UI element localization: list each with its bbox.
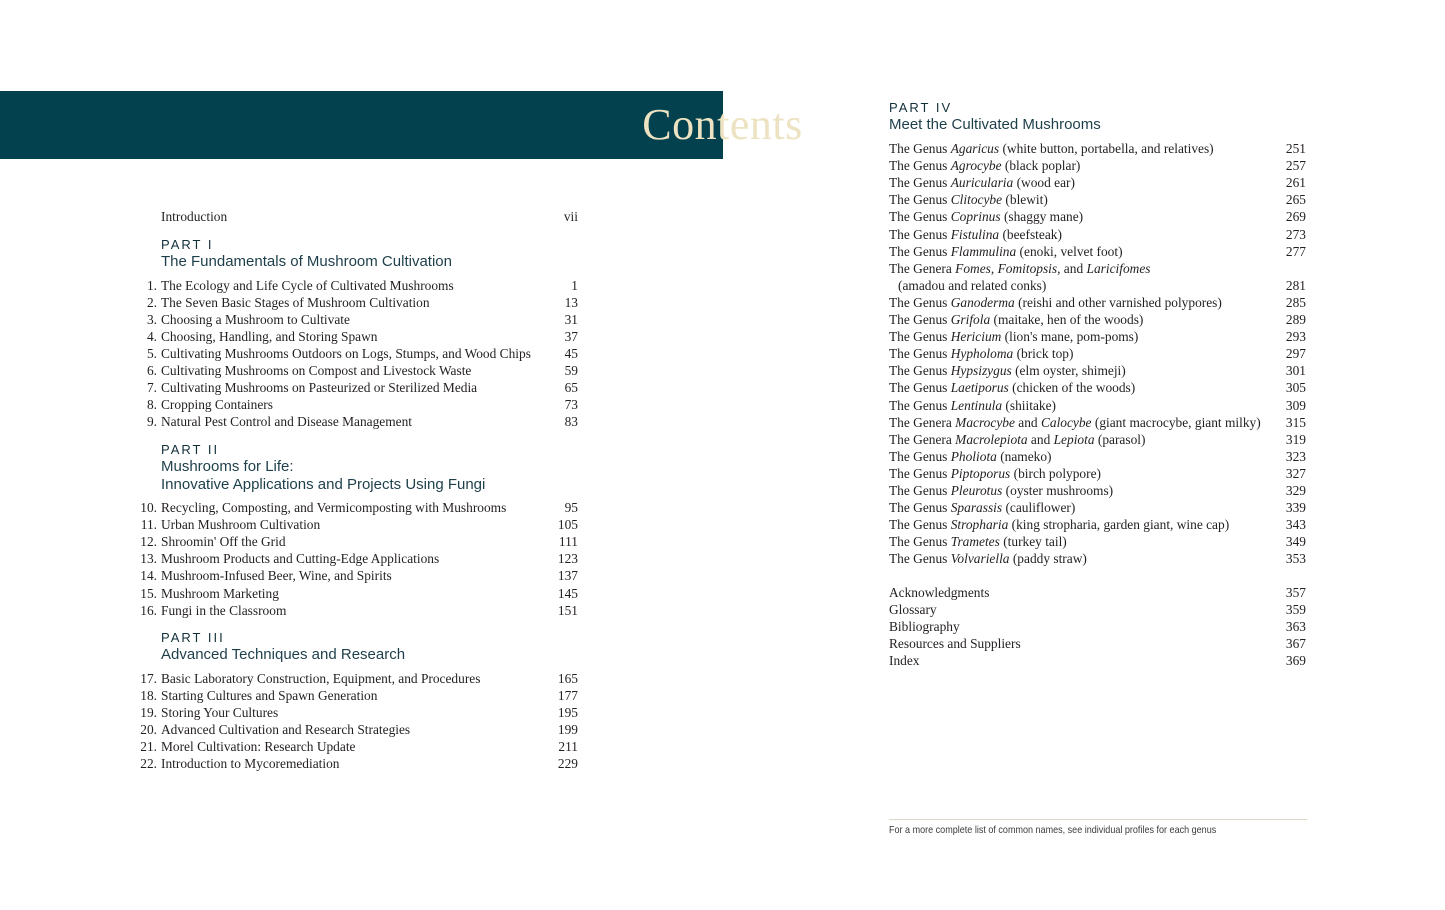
page-number: 229: [557, 756, 578, 771]
entry-prefix: The Genus: [889, 312, 951, 327]
toc-chapter-row: [140, 670, 578, 687]
common-names: (white button, portabella, and relatives): [999, 141, 1214, 156]
genus-name: Coprinus: [950, 209, 1001, 225]
chapter-number: 14.: [140, 568, 157, 584]
genus-entry-row: [889, 499, 1306, 516]
entry-prefix: The Genus: [889, 380, 951, 396]
chapter-number: 16.: [140, 602, 157, 618]
page-number: 59: [564, 363, 578, 378]
page-number: 357: [1285, 585, 1306, 600]
entry-prefix: The Genus: [889, 517, 951, 533]
chapter-number: 12.: [140, 534, 157, 550]
toc-chapter-row: [140, 602, 578, 619]
genus-entry-row: [889, 550, 1306, 567]
chapter-number: 18.: [140, 687, 157, 703]
common-names: (black poplar): [1001, 158, 1081, 174]
entry-connector: and: [1027, 431, 1054, 447]
page-number: 83: [564, 414, 578, 430]
genus-name: Flammulina: [950, 243, 1017, 259]
entry-prefix: The Genus: [889, 551, 951, 567]
toc-chapter-row: [146, 294, 578, 311]
page-number: 73: [564, 397, 578, 413]
chapter-title: The Seven Basic Stages of Mushroom Cultivation: [161, 294, 430, 310]
common-names: (shiitake): [1002, 397, 1056, 413]
footnote-divider: [889, 819, 1307, 820]
genus-entry-row: [889, 414, 1306, 431]
toc-chapter-row: [146, 396, 578, 413]
page-number: 305: [1285, 380, 1306, 396]
toc-chapter-row: [146, 277, 578, 294]
chapter-title: Mushroom Marketing: [161, 585, 279, 601]
page-number: 327: [1285, 465, 1306, 481]
chapter-title: Introduction: [161, 209, 228, 224]
page-number: 293: [1285, 329, 1306, 345]
page-number: 285: [1285, 294, 1306, 310]
page-number: 343: [1285, 517, 1306, 533]
genus-entry-row: [889, 362, 1306, 379]
page-number: 195: [557, 704, 578, 720]
entry-connector: and: [1014, 414, 1041, 430]
page-number: 367: [1285, 636, 1306, 652]
backmatter-title: Resources and Suppliers: [889, 636, 1021, 652]
toc-chapter-row: [140, 738, 578, 755]
toc-chapter-row: [146, 362, 578, 379]
genus-entry-row: [889, 243, 1306, 260]
backmatter-title: Index: [889, 653, 920, 669]
chapter-number: 20.: [140, 721, 157, 737]
entry-prefix: The Genus: [889, 346, 951, 362]
page-number: 289: [1285, 312, 1306, 327]
entry-prefix: The Genus: [889, 465, 951, 481]
backmatter-row: [889, 618, 1306, 635]
page-number: 273: [1285, 226, 1306, 242]
genus-entry-row: [889, 191, 1306, 208]
genus-name: Ganoderma: [950, 294, 1015, 310]
page-number: 339: [1285, 500, 1306, 516]
toc-chapter-row: [140, 755, 578, 772]
chapter-number: 13.: [140, 551, 157, 567]
chapter-title: Basic Laboratory Construction, Equipment, and Procedures: [161, 670, 481, 686]
backmatter-title: Glossary: [889, 602, 937, 618]
genus-name: Calocybe: [1040, 414, 1092, 430]
backmatter-title: Acknowledgments: [889, 585, 990, 600]
page-number: 31: [564, 311, 578, 327]
genus-name: Fomitopsis: [997, 260, 1058, 276]
entry-prefix: The Genus: [889, 226, 951, 242]
page-number: 319: [1285, 431, 1306, 447]
chapter-number: 1.: [146, 277, 157, 293]
genus-name: Grifola: [950, 312, 991, 327]
chapter-number: 21.: [140, 738, 157, 754]
common-names: (reishi and other varnished polypores): [1014, 294, 1222, 310]
genus-entry-row: [889, 328, 1306, 345]
page-number: 211: [558, 738, 578, 754]
chapter-title: Cropping Containers: [161, 397, 273, 413]
chapter-title: The Ecology and Life Cycle of Cultivated Mushrooms: [161, 277, 454, 293]
entry-prefix: The Genera: [889, 260, 956, 276]
page-number: 105: [557, 517, 578, 533]
page-number: 359: [1285, 602, 1306, 618]
genus-name: Fistulina: [950, 226, 1000, 242]
chapter-number: 7.: [146, 380, 157, 396]
backmatter-title: Bibliography: [889, 619, 960, 635]
page-number: 301: [1285, 363, 1306, 379]
common-names: (nameko): [996, 448, 1052, 464]
part-label: PART II: [161, 442, 220, 457]
genus-name: Pholiota: [950, 448, 997, 464]
common-names: (enoki, velvet foot): [1016, 243, 1123, 259]
part-title: Meet the Cultivated Mushrooms: [889, 116, 1101, 133]
page-number: 37: [564, 328, 578, 344]
entry-prefix: The Genus: [889, 141, 951, 156]
part-label: PART III: [161, 630, 225, 645]
page-number: 145: [557, 585, 578, 601]
page-number: 281: [1285, 277, 1306, 293]
page-number: 111: [558, 534, 578, 550]
genus-entry-row: [889, 516, 1306, 533]
page-number: 309: [1285, 397, 1306, 413]
genus-name: Lepiota: [1053, 431, 1095, 447]
chapter-title: Cultivating Mushrooms on Compost and Livestock Waste: [161, 363, 472, 378]
common-names: (chicken of the woods): [1008, 380, 1136, 396]
genus-entry-row: [889, 140, 1306, 157]
page-number: 369: [1285, 653, 1306, 669]
chapter-number: 9.: [146, 414, 157, 430]
chapter-number: 19.: [140, 704, 157, 720]
chapter-number: 15.: [140, 585, 157, 601]
page-number: 349: [1285, 534, 1306, 550]
common-names: (birch polypore): [1010, 465, 1101, 481]
backmatter-row: [889, 601, 1306, 618]
page-number: 269: [1285, 209, 1306, 225]
common-names: (paddy straw): [1009, 551, 1087, 567]
genus-name: Piptoporus: [950, 465, 1011, 481]
chapter-title: Cultivating Mushrooms Outdoors on Logs, Stumps, and Wood Chips: [161, 345, 531, 361]
chapter-title: Urban Mushroom Cultivation: [161, 517, 321, 533]
page-number: 95: [564, 500, 578, 515]
genus-name: Pleurotus: [950, 483, 1003, 498]
common-names: (blewit): [1002, 192, 1048, 208]
backmatter-row: [889, 635, 1306, 652]
part-title: Mushrooms for Life:: [161, 458, 294, 475]
page-title: Contents: [642, 100, 803, 149]
chapter-number: 22.: [140, 756, 157, 771]
page-number: 329: [1285, 483, 1306, 498]
genus-name: Fomes: [955, 260, 991, 276]
footnote: For a more complete list of common names, see individual profiles for each genus: [889, 824, 1217, 836]
entry-prefix: The Genus: [889, 192, 951, 208]
entry-prefix: The Genera: [889, 414, 956, 430]
genus-entry-row: [889, 448, 1306, 465]
chapter-number: 5.: [146, 345, 157, 361]
part-title: Advanced Techniques and Research: [161, 646, 406, 663]
chapter-number: 4.: [146, 328, 157, 344]
genus-name: Stropharia: [950, 517, 1009, 533]
page-number: 277: [1285, 243, 1306, 259]
entry-prefix: The Genus: [889, 500, 951, 516]
page-number: 45: [564, 345, 578, 361]
chapter-title: Mushroom Products and Cutting-Edge Applications: [161, 551, 440, 567]
entry-prefix: The Genus: [889, 448, 951, 464]
entry-prefix: (amadou and related conks): [898, 277, 1047, 293]
genus-entry-row: [889, 157, 1306, 174]
toc-chapter-row: [146, 328, 578, 345]
genus-name: Auricularia: [950, 175, 1014, 191]
part-title: Innovative Applications and Projects Using Fungi: [161, 475, 486, 493]
page-number: 353: [1285, 551, 1306, 567]
genus-name: Lentinula: [950, 397, 1003, 413]
entry-connector: , and: [1057, 260, 1087, 276]
genus-name: Agrocybe: [950, 158, 1002, 174]
chapter-number: 3.: [146, 311, 157, 327]
chapter-title: Introduction to Mycoremediation: [161, 756, 340, 771]
toc-chapter-row: [140, 499, 578, 516]
entry-prefix: The Genus: [889, 363, 951, 379]
common-names: (giant macrocybe, giant milky): [1091, 414, 1261, 430]
genus-entry-row: [898, 277, 1306, 294]
page-number: 251: [1285, 141, 1306, 156]
chapter-title: Mushroom-Infused Beer, Wine, and Spirits: [161, 568, 392, 584]
page-number: 13: [564, 294, 578, 310]
entry-prefix: The Genus: [889, 175, 951, 191]
part-label: PART I: [161, 237, 214, 252]
genus-name: Laricifomes: [1086, 260, 1151, 276]
toc-chapter-row: [140, 567, 578, 584]
page-number: 151: [557, 602, 578, 618]
genus-name: Hypsizygus: [950, 363, 1012, 379]
backmatter-row: [889, 652, 1306, 669]
common-names: (wood ear): [1013, 175, 1075, 191]
toc-chapter-row: [140, 516, 578, 533]
genus-entry-row: [889, 311, 1306, 328]
page-number: 297: [1285, 346, 1306, 362]
chapter-number: 11.: [140, 517, 157, 533]
toc-chapter-row: [146, 311, 578, 328]
toc-chapter-row: [140, 721, 578, 738]
common-names: (oyster mushrooms): [1002, 483, 1114, 498]
common-names: (king stropharia, garden giant, wine cap): [1008, 517, 1230, 533]
toc-chapter-row: [140, 704, 578, 721]
genus-entry-row: [889, 465, 1306, 482]
genus-entry-row: [889, 533, 1306, 550]
entry-prefix: The Genus: [889, 209, 951, 225]
page-number: 257: [1285, 158, 1306, 174]
toc-chapter-row: [140, 687, 578, 704]
page-number: 137: [557, 568, 578, 584]
page-number: 1: [571, 277, 578, 293]
chapter-title: Fungi in the Classroom: [161, 602, 287, 618]
genus-entry-row: [889, 345, 1306, 362]
entry-prefix: The Genus: [889, 534, 951, 550]
page-number: 265: [1285, 192, 1306, 208]
chapter-title: Morel Cultivation: Research Update: [161, 738, 356, 754]
genus-name: Clitocybe: [950, 192, 1003, 208]
genus-name: Macrolepiota: [955, 431, 1028, 447]
page-number: 315: [1285, 414, 1306, 430]
common-names: (beefsteak): [999, 226, 1062, 242]
genus-entry-row: [889, 174, 1306, 191]
genus-name: Agaricus: [950, 141, 1000, 156]
genus-name: Hypholoma: [950, 346, 1014, 362]
toc-introduction: [161, 208, 578, 225]
common-names: (parasol): [1094, 431, 1146, 447]
entry-prefix: The Genus: [889, 294, 951, 310]
toc-chapter-row: [146, 345, 578, 362]
genus-name: Volvariella: [950, 551, 1010, 567]
part-title: The Fundamentals of Mushroom Cultivation: [161, 253, 452, 270]
genus-entry-row: [889, 294, 1306, 311]
common-names: (turkey tail): [999, 534, 1067, 550]
entry-prefix: The Genus: [889, 483, 951, 498]
genus-entry-row: [889, 482, 1306, 499]
entry-prefix: The Genera: [889, 431, 956, 447]
entry-connector: ,: [990, 260, 998, 276]
chapter-title: Shroomin' Off the Grid: [161, 534, 286, 550]
page-number: 177: [557, 687, 578, 703]
chapter-number: 10.: [140, 500, 157, 515]
chapter-title: Storing Your Cultures: [161, 704, 279, 720]
chapter-title: Choosing a Mushroom to Cultivate: [161, 311, 350, 327]
page-number: 123: [557, 551, 578, 567]
genus-name: Hericium: [950, 329, 1002, 345]
toc-chapter-row: [140, 533, 578, 550]
toc-chapter-row: [140, 550, 578, 567]
chapter-title: Recycling, Composting, and Vermicomposting with Mushrooms: [161, 500, 507, 515]
backmatter-row: [889, 584, 1306, 601]
genus-entry-row: [889, 397, 1306, 414]
page-number: 323: [1285, 448, 1306, 464]
chapter-number: 8.: [146, 397, 157, 413]
common-names: (shaggy mane): [1000, 209, 1084, 225]
chapter-title: Cultivating Mushrooms on Pasteurized or Sterilized Media: [161, 380, 478, 396]
page-number: 363: [1285, 619, 1306, 635]
common-names: (lion's mane, pom-poms): [1001, 329, 1139, 345]
genus-name: Macrocybe: [955, 414, 1015, 430]
toc-chapter-row: [140, 585, 578, 602]
genus-name: Trametes: [950, 534, 1000, 550]
chapter-number: 17.: [140, 670, 157, 686]
page-number: 65: [564, 380, 578, 396]
common-names: (elm oyster, shimeji): [1011, 363, 1126, 379]
genus-entry-row: [889, 226, 1306, 243]
entry-prefix: The Genus: [889, 243, 951, 259]
entry-prefix: The Genus: [889, 397, 951, 413]
chapter-title: Advanced Cultivation and Research Strategies: [161, 721, 411, 737]
common-names: (brick top): [1013, 346, 1074, 362]
entry-prefix: The Genus: [889, 329, 951, 345]
page-number: 199: [557, 721, 578, 737]
page-number: 165: [557, 670, 578, 686]
page-number: 261: [1285, 175, 1306, 191]
chapter-number: 2.: [146, 294, 157, 310]
genus-name: Laetiporus: [950, 380, 1009, 396]
genus-entry-row: [889, 260, 1306, 277]
chapter-title: Natural Pest Control and Disease Management: [161, 414, 413, 430]
common-names: (cauliflower): [1002, 500, 1076, 516]
toc-chapter-row: [146, 379, 578, 396]
page-number: vii: [563, 209, 578, 224]
chapter-title: Choosing, Handling, and Storing Spawn: [161, 328, 378, 344]
toc-chapter-row: [146, 413, 578, 430]
genus-entry-row: [889, 431, 1306, 448]
common-names: (maitake, hen of the woods): [990, 312, 1144, 327]
genus-name: Sparassis: [950, 500, 1003, 516]
genus-entry-row: [889, 208, 1306, 225]
entry-prefix: The Genus: [889, 158, 951, 174]
part-label: PART IV: [889, 100, 953, 115]
chapter-title: Starting Cultures and Spawn Generation: [161, 687, 378, 703]
genus-entry-row: [889, 379, 1306, 396]
chapter-number: 6.: [146, 363, 157, 378]
